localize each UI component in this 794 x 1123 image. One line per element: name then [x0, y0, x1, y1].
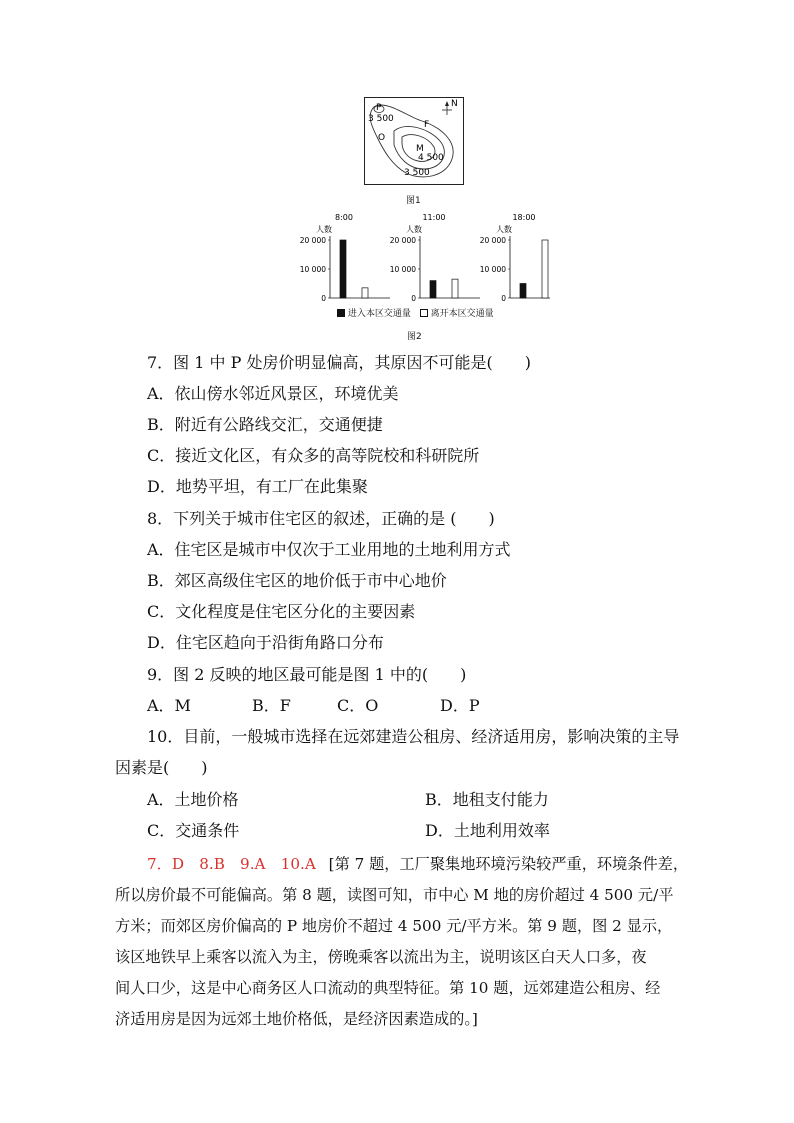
question-9-option-a: A．M [147, 696, 191, 715]
label-m: M [416, 144, 424, 154]
chart-tick-label-0-1: 10 000 [299, 265, 326, 274]
chart-ylabel-2: 人数 [496, 225, 512, 234]
answer-line-4: 该区地铁早上乘客以流入为主，傍晚乘客以流出为主，说明该区白天人口多，夜 [115, 948, 647, 966]
legend-swatch-enter [337, 309, 345, 317]
answer-line-2: 所以房价最不可能偏高。第 8 题，读图可知，市中心 M 地的房价超过 4 500 元/平 [115, 886, 674, 904]
question-10-line-2: 因素是( ) [115, 758, 208, 777]
chart-tick-label-2-2: 0 [501, 294, 506, 303]
question-8-option-c: C．文化程度是住宅区分化的主要因素 [147, 602, 416, 621]
question-7-option-d: D．地势平坦，有工厂在此集聚 [147, 477, 368, 496]
figure-2-legend [337, 306, 494, 319]
chart-tick-label-1-1: 10 000 [389, 265, 416, 274]
chart-bar-1-1 [452, 279, 458, 298]
contour-label-1: 3 500 [368, 114, 394, 124]
figure-1-map [364, 97, 464, 185]
chart-tick-label-2-0: 20 000 [479, 236, 506, 245]
answer-line-3: 方米；而郊区房价偏高的 P 地房价不超过 4 500 元/平方米。第 9 题，图 2 显示， [115, 917, 673, 935]
chart-bar-0-0 [340, 240, 346, 298]
question-10-option-c: C．交通条件 [147, 821, 240, 840]
answer-line-6: 济适用房是因为远郊土地价格低，是经济因素造成的。] [115, 1010, 478, 1028]
figure-2-charts [280, 208, 550, 318]
legend-enter: 进入本区交通量 [347, 309, 411, 319]
chart-bar-1-0 [430, 281, 436, 298]
chart-tick-label-1-0: 20 000 [389, 236, 416, 245]
question-8-option-d: D．住宅区趋向于沿街角路口分布 [147, 633, 384, 652]
question-7-option-c: C．接近文化区，有众多的高等院校和科研院所 [147, 446, 480, 465]
question-7-option-b: B．附近有公路线交汇，交通便捷 [147, 415, 383, 434]
chart-tick-label-0-0: 20 000 [299, 236, 326, 245]
north-label: N [451, 99, 458, 109]
chart-tick-label-0-2: 0 [321, 294, 326, 303]
question-8-option-a: A．住宅区是城市中仅次于工业用地的土地利用方式 [147, 540, 511, 559]
answer-line-1 [147, 853, 688, 874]
chart-bar-0-1 [362, 288, 368, 298]
chart-title-1: 11:00 [422, 213, 446, 222]
chart-title-0: 8:00 [335, 213, 353, 222]
question-7-option-a: A．依山傍水邻近风景区，环境优美 [147, 384, 399, 403]
chart-bar-2-0 [520, 284, 526, 299]
answer-keys: 7．D 8.B 9.A 10.A [147, 855, 316, 873]
question-9-option-c: C．O [337, 696, 379, 715]
question-10-option-b: B．地租支付能力 [425, 790, 549, 809]
contour-map [364, 97, 464, 185]
answer-line-5: 间人口少，这是中心商务区人口流动的典型特征。第 10 题，远郊建造公租房、经 [115, 979, 661, 997]
question-9-option-b: B．F [252, 696, 291, 715]
contour-label-3: 3 500 [404, 168, 430, 178]
question-10-option-d: D．土地利用效率 [425, 821, 550, 840]
question-9: 9．图 2 反映的地区最可能是图 1 中的( ) [147, 665, 467, 684]
contour-label-2: 4 500 [418, 153, 444, 163]
bar-charts [280, 208, 550, 318]
question-10-line-1: 10．目前，一般城市选择在远郊建造公租房、经济适用房，影响决策的主导 [147, 727, 680, 746]
question-10-option-a: A．土地价格 [147, 790, 239, 809]
legend-leave: 离开本区交通量 [430, 309, 494, 319]
question-8-option-b: B．郊区高级住宅区的地价低于市中心地价 [147, 571, 447, 590]
figure-1-caption: 图1 [406, 196, 421, 206]
figure-2-caption: 图2 [407, 332, 422, 342]
chart-ylabel-1: 人数 [406, 225, 422, 234]
label-o: O [378, 133, 386, 143]
chart-tick-label-1-2: 0 [411, 294, 416, 303]
legend-swatch-leave [420, 309, 428, 317]
chart-title-2: 18:00 [512, 213, 536, 222]
label-f: F [424, 120, 430, 130]
question-9-option-d: D．P [440, 696, 480, 715]
answer-text-1: [第 7 题，工厂聚集地环境污染较严重，环境条件差， [328, 855, 689, 873]
label-p: P [376, 103, 382, 113]
question-8: 8．下列关于城市住宅区的叙述，正确的是 ( ) [147, 509, 495, 528]
chart-ylabel-0: 人数 [316, 225, 332, 234]
chart-tick-label-2-1: 10 000 [479, 265, 506, 274]
question-7: 7．图 1 中 P 处房价明显偏高，其原因不可能是( ) [147, 353, 531, 372]
chart-bar-2-1 [542, 240, 548, 298]
